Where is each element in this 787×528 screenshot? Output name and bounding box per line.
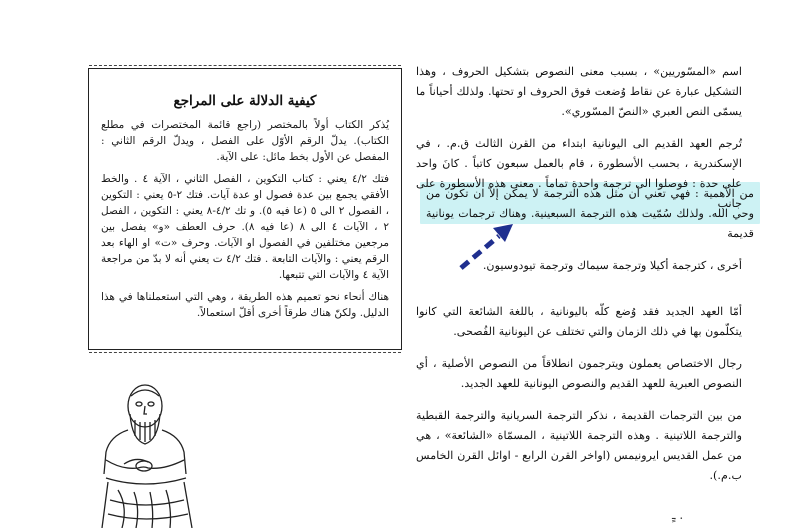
paragraph-masoretes: اسم «المسّوريين» ، بسبب معنى النصوص بتشكيل الحروف ، وهذا التشكيل عبارة عن نقاط وُضعت فوق الحروف او تحتها. ولذلك أحياناً ما يسمّى النص العبري «النصّ المسّوري». — [416, 65, 742, 118]
box-top-dashes — [89, 65, 401, 66]
highlighted-passage[interactable]: من الأهمية : فهي تعني أن مثل هذه الترجمة لا يمكن إلاّ ان تكون من وحي الله. ولذلك سُمّيت هذه الترجمة السبعينية. وهناك ترجمات يونانية قديمة — [426, 187, 754, 240]
box-bottom-dashes — [89, 352, 401, 353]
references-paragraph-2: فتك ٤/٢ يعني : كتاب التكوين ، الفصل الثاني ، الآية ٤ . والخط الأفقي يجمع بين عدة فصول او عدة آيات. فتك ٢-٥ يعني : التكوين ، الفصول ٢ الى ٥ (عا فيه ٥). و تك ٤/٢-٨ يعني : التكوين ، الفصل ٢ ، الآيات ٤ الى ٨ (عا فيه ٨). حرف العطف «و» يفصل بين مرجعين مختلفين في الفصول او الآيات. وحرف «ت» او الهاء بعد الرقم يعني : والآيات التابعة . فتك ٤/٢ ت يعني أنه لا بدّ من مراجعة الآية ٤ والآيات التي تتبعها. — [101, 173, 390, 281]
references-paragraph-1: يُذكر الكتاب أولاً بالمختصر (راجع قائمة المختصرات في مطلع الكتاب). يدلّ الرقم الأوّل على الفصل ، ويدلّ الرقم الثاني : المفصل عن الأول بخط مائل: على الآية. — [101, 119, 389, 163]
references-box-title: كيفية الدلالة على المراجع — [173, 93, 317, 109]
references-paragraph-3: هناك أنحاء نحو تعميم هذه الطريقة ، وهي التي استعملناها في هذا الدليل. ولكنّ هناك طرقاً أخرى أقلّ استعمالاً. — [101, 291, 389, 319]
paragraph-new-testament: أمّا العهد الجديد فقد وُضع كلّه باليونانية ، باللغة الشائعة التي كانوا يتكلّمون بها في ذلك الزمان والتي تختلف عن اليونانية الفُصحى. — [416, 305, 742, 338]
references-box — [88, 68, 402, 350]
seated-statue-illustration — [88, 378, 208, 528]
paragraph-old-translations: من بين الترجمات القديمة ، نذكر الترجمة السريانية والترجمة القبطية والترجمة اللاتينية . وهذه الترجمة اللاتينية ، المسمّاة «الشائعة» ، هي من عمل القديس ايرونيمس (اواخر القرن الرابع - اوائل القرن الخامس ب.م.). — [416, 409, 742, 482]
corner-mark: ـٍ . — [672, 508, 684, 522]
paragraph-septuagint-tail: أخرى ، كترجمة أكيلا وترجمة سيماك وترجمة تيودوسيون. — [482, 259, 742, 272]
paragraph-specialists: رجال الاختصاص يعملون ويترجمون انطلاقاً من النصوص الأصلية ، أي النصوص العبرية للعهد القديم والنصوص اليونانية للعهد الجديد. — [416, 357, 742, 390]
dashed-arrow-icon — [455, 220, 515, 275]
paragraph-septuagint-intro: تُرجم العهد القديم الى اليونانية ابتداء من القرن الثالث ق.م. ، في الإسكندرية ، بحسب الأسطورة ، قام بالعمل سبعون كاتباً . كانَ واحد على حدة : فوصلوا الى ترجمة واحدة تماماً . معنى هذه الأسطورة على جانب — [416, 137, 742, 210]
